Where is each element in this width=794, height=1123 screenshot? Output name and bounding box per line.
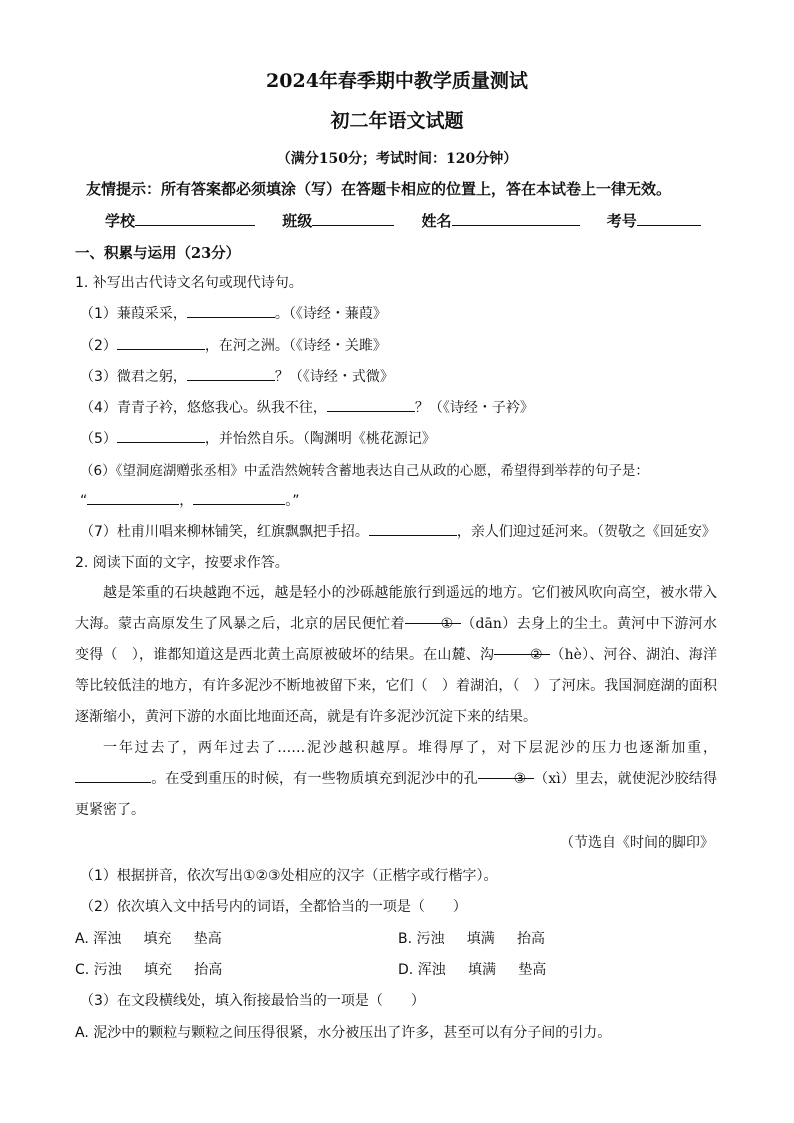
class-field: 班级 xyxy=(282,212,394,230)
passage-source: （节选自《时间的脚印》 xyxy=(560,835,714,851)
q1-item-7: （7）杜甫川唱来柳林铺笑，红旗飘飘把手招。 ，亲人们迎过延河来。（贺敬之《回延安》 xyxy=(80,521,716,541)
q2-sub2: （2）依次填入文中括号内的词语，全都恰当的一项是（ ） xyxy=(80,899,467,915)
reading-passage xyxy=(75,578,717,826)
q1-item-5: （5） ，并怡然自乐。（陶渊明《桃花源记》 xyxy=(80,428,436,448)
option-a[interactable]: A. 浑浊 填充 垫高 xyxy=(75,931,222,947)
q1-item-1: （1）蒹葭采采， 。（《诗经・蒹葭》 xyxy=(80,303,387,323)
passage-paragraph-2: 一年过去了，两年过去了……泥沙越积越厚。堆得厚了，对下层泥沙的压力也逐渐加重，。在受到重压的时候，有一些物质填充到泥沙中的孔 ③ （xì）里去，就使泥沙胶结得更紧密了。 xyxy=(75,740,718,818)
id-field: 考号 xyxy=(607,212,701,230)
q1-item-2: （2） ，在河之洲。（《诗经・关雎》 xyxy=(80,335,387,355)
option-b[interactable]: B. 污浊 填满 抬高 xyxy=(398,931,546,947)
school-field: 学校 xyxy=(105,212,255,230)
option-c[interactable]: C. 污浊 填充 抬高 xyxy=(75,962,223,978)
option-d[interactable]: D. 浑浊 填满 垫高 xyxy=(398,962,547,978)
exam-title: 2024年春季期中教学质量测试 xyxy=(266,70,528,92)
student-info-row xyxy=(105,210,723,231)
exam-subtitle: 初二年语文试题 xyxy=(330,110,464,132)
q1-item-4: （4）青青子衿，悠悠我心。纵我不往， ？（《诗经・子衿》 xyxy=(80,397,534,417)
exam-meta: （满分150分；考试时间：120分钟） xyxy=(276,151,518,167)
q1-item-6-blanks: “ ， 。” xyxy=(80,490,300,510)
q1-item-3: （3）微君之躬， ？（《诗经・式微》 xyxy=(80,366,394,386)
q2-sub1: （1）根据拼音，依次写出①②③处相应的汉字（正楷字或行楷字）。 xyxy=(80,868,498,884)
passage-paragraph-1: 越是笨重的石块越跑不远，越是轻小的沙砾越能旅行到遥远的地方。它们被风吹向高空，被水带入大海。蒙古高原发生了风暴之后，北京的居民便忙着 ① （dān）去身上的尘土。黄河中下游河水变得（ ），谁都知道这是西北黄土高原被破坏的结果。在山麓、沟 ② （hè）、河谷、湖泊、海洋等比较低洼的地方，有许多泥沙不断地被留下来，它们（ ）着湖泊，（ ）了河床。我国洞庭湖的面积逐渐缩小，黄河下游的水面比地面还高，就是有许多泥沙沉淀下来的结果。 xyxy=(75,585,718,725)
section-title: 一、积累与运用（23分） xyxy=(75,245,241,262)
q2-sub3: （3）在文段横线处，填入衔接最恰当的一项是（ ） xyxy=(80,993,425,1009)
q1-item-6: （6）《望洞庭湖赠张丞相》中孟浩然婉转含蓄地表达自己从政的心愿，希望得到举荐的句子是： xyxy=(80,463,649,479)
option-a-sub3[interactable]: A. 泥沙中的颗粒与颗粒之间压得很紧，水分被压出了许多，甚至可以有分子间的引力。 xyxy=(75,1025,612,1041)
q1-stem: 1. 补写出古代诗文名句或现代诗句。 xyxy=(75,275,303,291)
q2-stem: 2. 阅读下面的文字，按要求作答。 xyxy=(75,555,289,571)
name-field: 姓名 xyxy=(422,212,580,230)
exam-notice: 友情提示：所有答案都必须填涂（写）在答题卡相应的位置上，答在本试卷上一律无效。 xyxy=(86,180,672,198)
